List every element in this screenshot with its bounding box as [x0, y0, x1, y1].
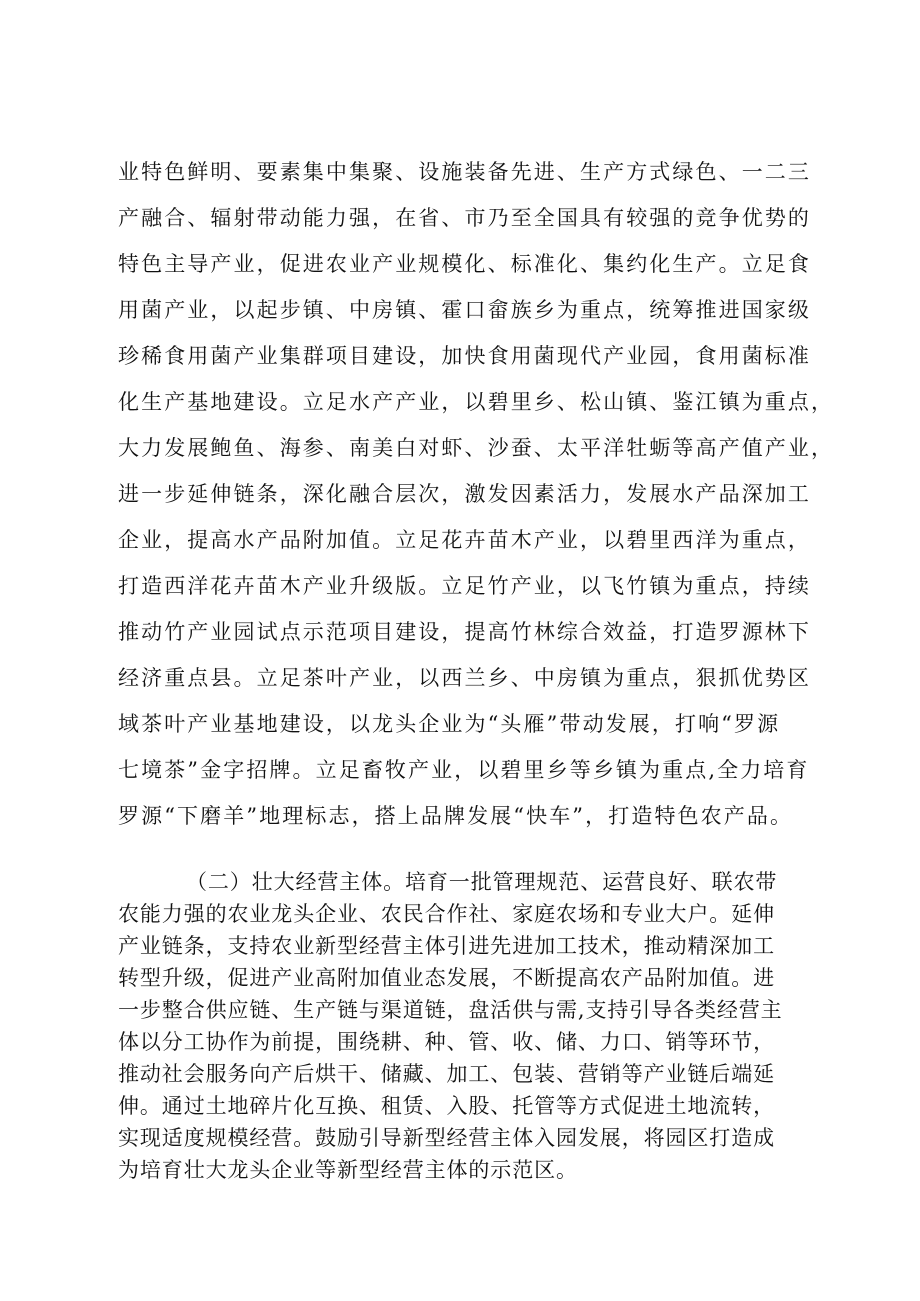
- text-line: 用菌产业，以起步镇、中房镇、霍口畲族乡为重点，统筹推进国家级: [118, 298, 811, 322]
- text-line: 大力发展鲍鱼、海参、南美白对虾、沙蚕、太平洋牡蛎等高产值产业，: [118, 436, 835, 460]
- text-line: （二）壮大经营主体。培育一批管理规范、运营良好、联农带: [186, 870, 778, 894]
- text-line: 七境茶”金字招牌。立足畜牧产业，以碧里乡等乡镇为重点,全力培育: [118, 758, 810, 782]
- text-line: 伸。通过土地碎片化互换、租赁、入股、托管等方式促进土地流转，: [118, 1094, 775, 1118]
- text-line: 业特色鲜明、要素集中集聚、设施装备先进、生产方式绿色、一二三: [118, 160, 811, 184]
- text-line: 推动社会服务向产后烘干、储藏、加工、包装、营销等产业链后端延: [118, 1062, 775, 1086]
- text-line: 推动竹产业园试点示范项目建设，提高竹林综合效益，打造罗源林下: [118, 620, 811, 644]
- text-line: 经济重点县。立足茶叶产业，以西兰乡、中房镇为重点，狠抓优势区: [118, 666, 811, 690]
- text-line: 珍稀食用菌产业集群项目建设，加快食用菌现代产业园，食用菌标准: [118, 344, 811, 368]
- text-line: 企业，提高水产品附加值。立足花卉苗木产业，以碧里西洋为重点，: [118, 528, 811, 552]
- text-line: 进一步延伸链条，深化融合层次，激发因素活力，发展水产品深加工: [118, 482, 811, 506]
- text-line: 打造西洋花卉苗木产业升级版。立足竹产业，以飞竹镇为重点，持续: [118, 574, 811, 598]
- text-line: 转型升级，促进产业高附加值业态发展，不断提高农产品附加值。进: [118, 966, 775, 990]
- text-line: 域茶叶产业基地建设，以龙头企业为“头雁”带动发展，打响“罗源: [118, 712, 781, 736]
- text-line: 一步整合供应链、生产链与渠道链，盘活供与需,支持引导各类经营主: [118, 998, 783, 1022]
- text-line: 罗源“下磨羊”地理标志，搭上品牌发展“快车”，打造特色农产品。: [118, 804, 794, 828]
- text-line: 特色主导产业，促进农业产业规模化、标准化、集约化生产。立足食: [118, 252, 811, 276]
- text-line: 化生产基地建设。立足水产产业，以碧里乡、松山镇、鉴江镇为重点，: [118, 390, 835, 414]
- text-line: 产融合、辐射带动能力强，在省、市乃至全国具有较强的竞争优势的: [118, 206, 811, 230]
- text-line: 实现适度规模经营。鼓励引导新型经营主体入园发展，将园区打造成: [118, 1126, 775, 1150]
- text-line: 产业链条，支持农业新型经营主体引进先进加工技术，推动精深加工: [118, 934, 775, 958]
- text-line: 体以分工协作为前提，围绕耕、种、管、收、储、力口、销等环节，: [118, 1030, 775, 1054]
- text-line: 为培育壮大龙头企业等新型经营主体的示范区。: [118, 1158, 578, 1182]
- text-line: 农能力强的农业龙头企业、农民合作社、家庭农场和专业大户。延伸: [118, 902, 775, 926]
